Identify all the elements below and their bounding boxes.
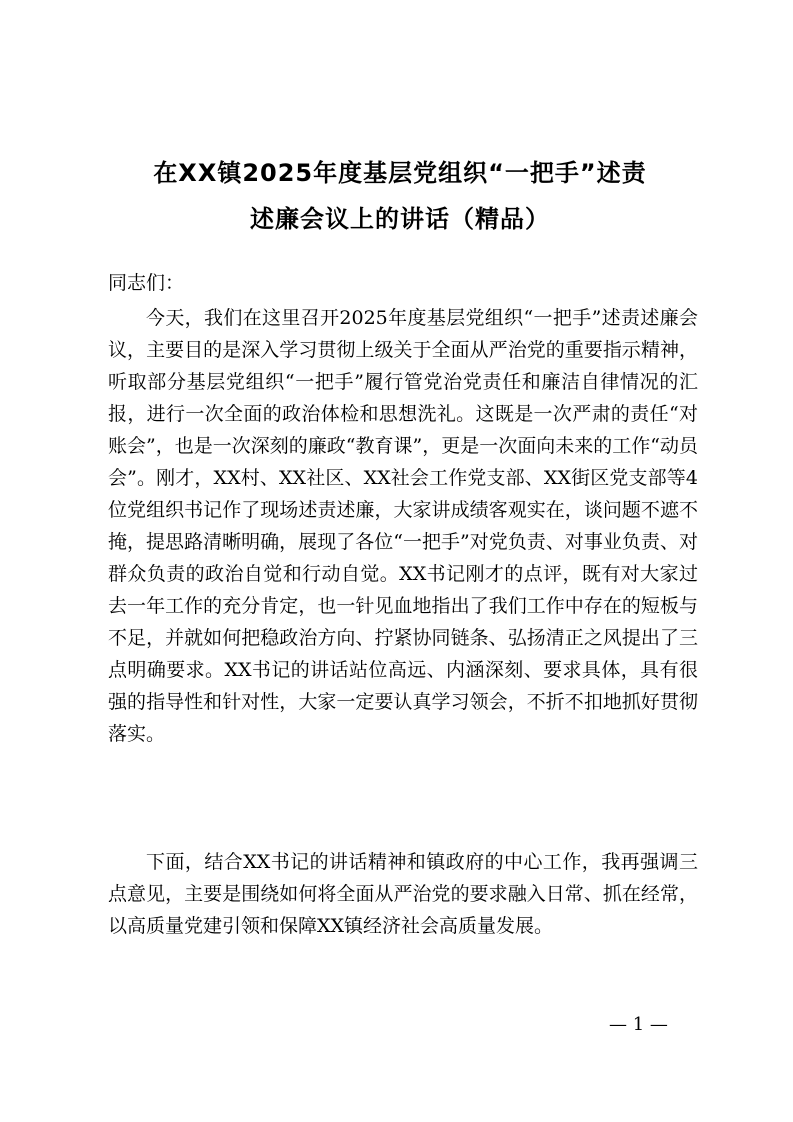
body-paragraph-2: 下面，结合XX书记的讲话精神和镇政府的中心工作，我再强调三点意见，主要是围绕如何将全面从严治党的要求融入日常、抓在经常，以高质量党建引领和保障XX镇经济社会高质量发展。 [108,851,698,937]
salutation: 同志们： [108,272,185,294]
document-title-line-2: 述廉会议上的讲话（精品） [250,205,550,233]
body-paragraph-1: 今天，我们在这里召开2025年度基层党组织“一把手”述责述廉会议，主要目的是深入学习贯彻上级关于全面从严治党的重要指示精神，听取部分基层党组织“一把手”履行管党治党责任和廉洁自律情况的汇报，进行一次全面的政治体检和思想洗礼。这既是一次严肃的责任“对账会”，也是一次深刻的廉政“教育课”，更是一次面向未来的工作“动员会”。刚才，XX村、XX社区、XX社会工作党支部、XX街区党支部等4位党组织书记作了现场述责述廉，大家讲成绩客观实在，谈问题不遮不掩，提思路清晰明确，展现了各位“一把手”对党负责、对事业负责、对群众负责的政治自觉和行动自觉。XX书记刚才的点评，既有对大家过去一年工作的充分肯定，也一针见血地指出了我们工作中存在的短板与不足，并就如何把稳政治方向、拧紧协同链条、弘扬清正之风提出了三点明确要求。XX书记的讲话站位高远、内涵深刻、要求具体，具有很强的指导性和针对性，大家一定要认真学习领会，不折不扣地抓好贯彻落实。 [108,307,698,745]
page-number: — 1 — [609,1014,668,1035]
document-title-line-1: 在XX镇2025年度基层党组织“一把手”述责 [153,159,647,187]
